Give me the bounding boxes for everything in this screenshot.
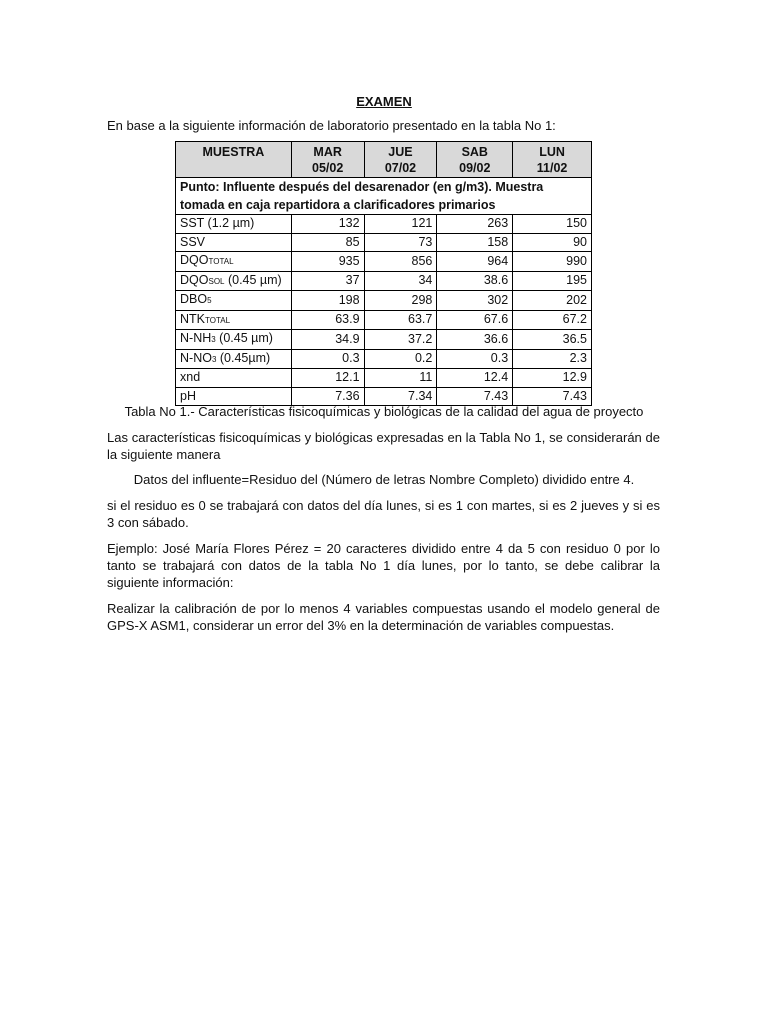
table-cell: 158 — [437, 233, 513, 252]
row-label-suffix: (0.45 µm) — [215, 331, 273, 345]
row-label-subscript: SOL — [208, 276, 225, 286]
row-label-subscript: 3 — [211, 354, 217, 364]
table-cell: 935 — [291, 252, 364, 272]
header-col-1 — [291, 142, 364, 178]
table-cell: 34.9 — [291, 330, 364, 350]
paragraph-2: si el residuo es 0 se trabajará con datos del día lunes, si es 1 con martes, si es 2 jueves y si es 3 con sábado. — [107, 498, 660, 530]
row-label — [176, 330, 292, 350]
row-label-base: DQO — [180, 272, 209, 287]
row-label-suffix: (0.45µm) — [216, 350, 271, 365]
table-cell: 0.3 — [291, 349, 364, 369]
header-day: MAR — [313, 145, 342, 159]
row-label-base: DQO — [180, 253, 209, 267]
row-label — [176, 271, 292, 291]
row-label-base: pH — [180, 388, 196, 403]
row-label-subscript: TOTAL — [205, 315, 231, 325]
table-row — [176, 271, 592, 291]
table-cell: 37 — [291, 271, 364, 291]
header-date: 07/02 — [384, 161, 417, 175]
table-cell: 90 — [513, 233, 592, 252]
table-caption: Tabla No 1.- Características fisicoquímicas y biológicas de la calidad del agua de proyecto — [124, 404, 644, 419]
table-cell: 67.6 — [437, 310, 513, 330]
table-header-row — [176, 142, 592, 178]
row-label-base: N-NO — [180, 350, 212, 365]
table-cell: 150 — [513, 215, 592, 234]
table-cell: 63.7 — [364, 310, 437, 330]
table-cell: 12.1 — [291, 369, 364, 388]
table-cell: 7.43 — [513, 387, 592, 406]
header-day: LUN — [539, 145, 565, 159]
row-label-base: SSV — [180, 234, 206, 249]
header-date: 09/02 — [459, 161, 491, 175]
table-row — [176, 291, 592, 311]
row-label-base: xnd — [180, 370, 201, 384]
table-cell: 2.3 — [513, 349, 592, 369]
row-label-subscript: 3 — [211, 335, 216, 344]
table-cell: 195 — [513, 271, 592, 291]
table-row — [176, 349, 592, 369]
punto-description: Punto: Influente después del desarenador (en g/m3). Muestra tomada en caja repartidora a clarificadores primarios — [176, 178, 592, 215]
header-col-3 — [437, 142, 513, 178]
table-cell: 121 — [364, 215, 437, 234]
table-cell: 67.2 — [513, 310, 592, 330]
table-cell: 63.9 — [291, 310, 364, 330]
row-label — [176, 387, 292, 406]
table-row — [176, 233, 592, 252]
row-label-base: NTK — [180, 311, 205, 326]
row-label — [176, 252, 292, 272]
table-cell: 0.2 — [364, 349, 437, 369]
document-title: EXAMEN — [356, 94, 412, 109]
punto-row — [176, 178, 592, 215]
row-label-base: SST (1.2 µm) — [180, 216, 255, 230]
header-muestra: MUESTRA — [176, 142, 292, 178]
table-cell: 990 — [513, 252, 592, 272]
row-label-base: N-NH — [180, 331, 212, 345]
table-row — [176, 252, 592, 272]
paragraph-3: Ejemplo: José María Flores Pérez = 20 caracteres dividido entre 4 da 5 con residuo 0 por lo tanto se trabajará con datos de la tabla No 1 día lunes, por lo tanto, se debe calibrar la siguiente información: — [107, 541, 660, 590]
paragraph-1: Las características fisicoquímicas y biológicas expresadas en la Tabla No 1, se considerarán de la siguiente manera — [107, 430, 660, 462]
table-row — [176, 330, 592, 350]
table-row — [176, 310, 592, 330]
table-cell: 302 — [437, 291, 513, 311]
intro-text: En base a la siguiente información de laboratorio presentado en la tabla No 1: — [107, 118, 556, 133]
table-cell: 36.6 — [437, 330, 513, 350]
table-cell: 132 — [291, 215, 364, 234]
table-cell: 12.9 — [513, 369, 592, 388]
table-cell: 34 — [364, 271, 437, 291]
header-col-4 — [513, 142, 592, 178]
table-cell: 85 — [291, 233, 364, 252]
table-cell: 12.4 — [437, 369, 513, 388]
table-cell: 37.2 — [364, 330, 437, 350]
header-day: JUE — [388, 145, 413, 159]
formula-line: Datos del influente=Residuo del (Número de letras Nombre Completo) dividido entre 4. — [133, 472, 635, 487]
table-cell: 0.3 — [437, 349, 513, 369]
table-body — [176, 178, 592, 406]
table-row — [176, 369, 592, 388]
table-row — [176, 215, 592, 234]
row-label — [176, 291, 292, 311]
table-cell: 198 — [291, 291, 364, 311]
header-date: 05/02 — [312, 161, 344, 175]
table-row — [176, 387, 592, 406]
table-cell: 7.34 — [364, 387, 437, 406]
table-cell: 73 — [364, 233, 437, 252]
table-cell: 263 — [437, 215, 513, 234]
row-label — [176, 233, 292, 252]
table-cell: 11 — [364, 369, 437, 388]
table-cell: 298 — [364, 291, 437, 311]
table-cell: 202 — [513, 291, 592, 311]
table-cell: 36.5 — [513, 330, 592, 350]
row-label-subscript: 5 — [207, 296, 212, 305]
table-cell: 964 — [437, 252, 513, 272]
lab-table — [175, 141, 592, 406]
row-label — [176, 215, 292, 234]
header-col-2 — [364, 142, 437, 178]
row-label — [176, 349, 292, 369]
table-cell: 7.36 — [291, 387, 364, 406]
row-label-suffix: (0.45 µm) — [224, 272, 282, 287]
paragraph-4: Realizar la calibración de por lo menos 4 variables compuestas usando el modelo general de GPS-X ASM1, considerar un error del 3% en la determinación de variables compuestas. — [107, 601, 660, 633]
header-date: 11/02 — [536, 161, 568, 175]
table-cell: 7.43 — [437, 387, 513, 406]
row-label — [176, 369, 292, 388]
header-day: SAB — [461, 145, 488, 159]
row-label-subscript: TOTAL — [208, 257, 234, 266]
table-cell: 856 — [364, 252, 437, 272]
table-cell: 38.6 — [437, 271, 513, 291]
row-label — [176, 310, 292, 330]
row-label-base: DBO — [180, 292, 208, 306]
